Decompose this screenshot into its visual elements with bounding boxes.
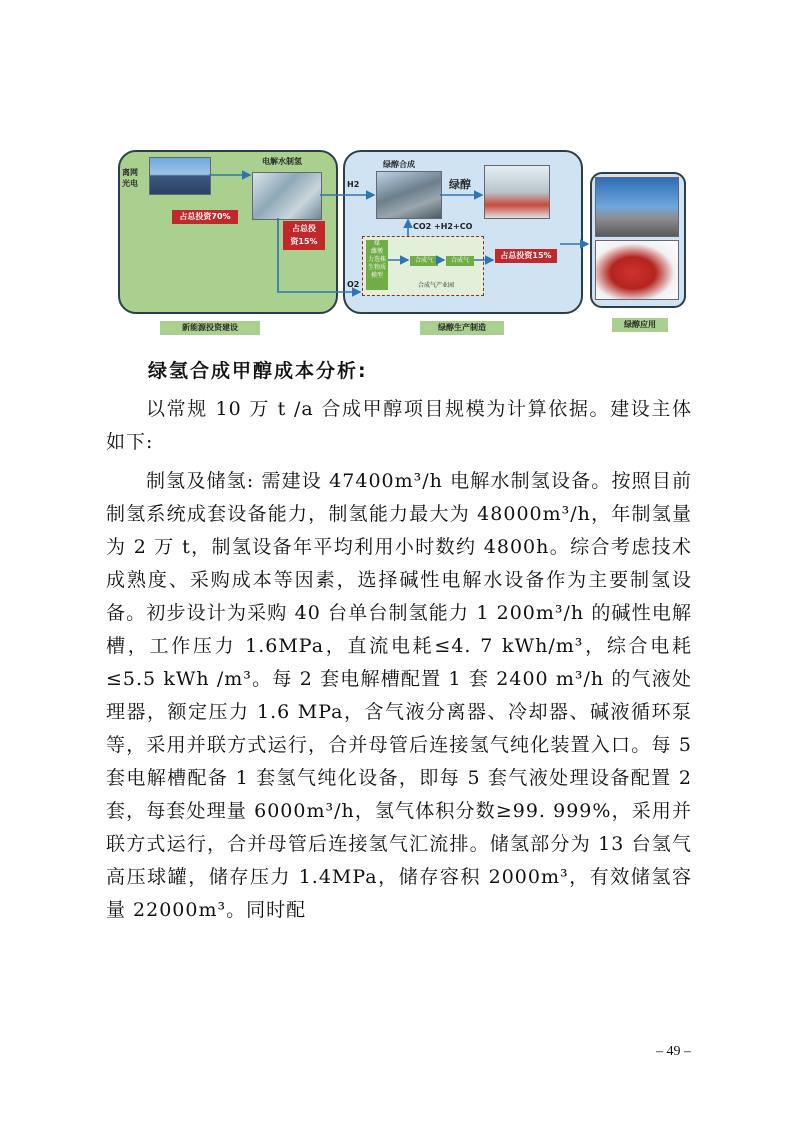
investment-15-tag-a: 占总投 资15%	[283, 221, 325, 250]
biomass-box3: 合成气	[446, 256, 474, 266]
pv-label: 离网 光电	[122, 168, 138, 188]
o2-label: O2	[347, 280, 360, 289]
investment-70-tag: 占总投资70%	[172, 210, 238, 224]
production-caption: 绿醇生产制造	[420, 321, 504, 335]
green-methanol-label: 绿醇	[449, 178, 471, 191]
biomass-box2: 合成气	[410, 256, 438, 266]
page-number: – 49 –	[656, 1044, 691, 1059]
paragraph-intro: 以常规 10 万 t /a 合成甲醇项目规模为计算依据。建设主体如下:	[106, 398, 692, 453]
electrolysis-label: 电解水制氢	[262, 157, 302, 166]
paragraph-hydrogen: 制氢及储氢: 需建设 47400m³/h 电解水制氢设备。按照目前制氢系统成套设备能力，制氢能力最大为 48000m³/h，年制氢量为 2 万 t，制氢设备年平均利用小时数约 4800h。综合考虑技术成熟度、采购成本等因素，选择碱性电解水设备作为主要制氢设备。初步设计为采购 40 台单台制氢能力 1 200m³/h 的碱性电解槽，工作压力 1.6MPa，直流电耗≤4. 7 kWh/m³，综合电耗≤5.5 kWh /m³。每 2 套电解槽配置 1 套 2400 m³/h 的气液处理器，额定压力 1.6 MPa，含气液分离器、冷却器、碱液循环泵等，采用并联方式运行，合并母管后连接氢气纯化装置入口。每 5 套电解槽配备 1 套氢气纯化设备，即每 5 套气液处理设备配置 2 套，每套处理量 6000m³/h，氢气体积分数≥99. 999%，采用并联方式运行，合并母管后连接氢气汇流排。储氢部分为 13 台氢气高压球罐，储存压力 1.4MPa，储存容积 2000m³，有效储氢容量 22000m³。同时配	[106, 470, 692, 921]
co2-label: CO2 +H2+CO	[413, 222, 473, 231]
o2-arrow	[278, 218, 360, 292]
h2-label: H2	[347, 180, 360, 189]
synthesis-label: 绿醇合成	[383, 160, 415, 169]
investment-15-tag-b: 占总投资15%	[495, 249, 557, 263]
flow-arrows	[0, 0, 793, 340]
biomass-bottom-label: 合成气产业园	[418, 282, 455, 289]
biomass-box1: 煤 雌墩 力选株 生物质 模型	[366, 240, 388, 290]
application-caption: 绿醇应用	[612, 318, 668, 332]
investment-caption: 新能源投资建设	[160, 321, 260, 335]
section-heading: 绿氢合成甲醇成本分析:	[148, 360, 368, 382]
